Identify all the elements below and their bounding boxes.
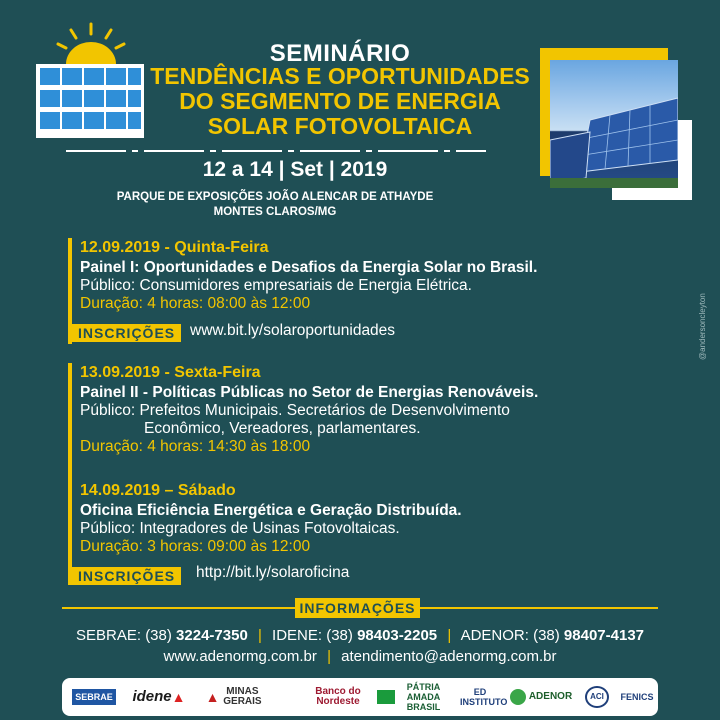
event-1-title: Painel I: Oportunidades e Desafios da Energia Solar no Brasil. xyxy=(80,259,538,276)
event-2-audience-cont: Econômico, Vereadores, parlamentares. xyxy=(144,420,421,437)
event-1 xyxy=(80,239,680,313)
event-2-3-bar xyxy=(68,363,72,585)
event-3-duration: Duração: 3 horas: 09:00 às 12:00 xyxy=(80,538,311,555)
event-2-audience: Público: Prefeitos Municipais. Secretários de Desenvolvimento xyxy=(80,402,510,419)
separator: | xyxy=(257,627,262,644)
adenor-label: ADENOR: (38) xyxy=(460,627,560,644)
fenics-logo: FENICS xyxy=(620,692,654,702)
sebrae-phone[interactable]: 3224-7350 xyxy=(176,627,248,644)
event-1-audience: Público: Consumidores empresariais de Energia Elétrica. xyxy=(80,277,472,294)
event-3-registration-link[interactable]: http://bit.ly/solaroficina xyxy=(196,564,350,581)
header-divider xyxy=(66,150,486,152)
minas-gerais-logo: ▲ MINAS GERAIS xyxy=(205,686,262,707)
venue-line-2: MONTES CLAROS/MG xyxy=(213,206,337,218)
title-line-1: TENDÊNCIAS E OPORTUNIDADES xyxy=(150,63,530,89)
event-3-audience: Público: Integradores de Usinas Fotovoltaicas. xyxy=(80,520,400,537)
idene-label: IDENE: (38) xyxy=(272,627,353,644)
event-3-date: 14.09.2019 – Sábado xyxy=(80,482,236,499)
separator: | xyxy=(327,648,331,665)
patria-amada-brasil-logo: PÁTRIA AMADA BRASIL xyxy=(374,678,452,716)
solar-farm-photo xyxy=(550,60,678,188)
adenor-phone[interactable]: 98407-4137 xyxy=(563,627,644,644)
event-1-date: 12.09.2019 - Quinta-Feira xyxy=(80,239,269,256)
solar-farm-icon xyxy=(550,60,678,188)
info-label: INFORMAÇÕES xyxy=(295,598,420,618)
event-3-title: Oficina Eficiência Energética e Geração Distribuída. xyxy=(80,502,462,519)
contact-phones xyxy=(40,627,680,644)
event-3-registration-badge: INSCRIÇÕES xyxy=(72,567,181,585)
aci-logo: ACI xyxy=(580,678,614,716)
event-dates: 12 a 14 | Set | 2019 xyxy=(202,158,388,181)
email-link[interactable]: atendimento@adenormg.com.br xyxy=(341,648,557,665)
photographer-credit: @andersoncleyton xyxy=(698,293,707,360)
sebrae-label: SEBRAE: (38) xyxy=(76,627,172,644)
event-1-registration-link[interactable]: www.bit.ly/solaroportunidades xyxy=(190,322,396,339)
solar-panel-icon xyxy=(36,22,146,140)
venue xyxy=(80,190,470,220)
triangle-icon: ▲ xyxy=(205,689,220,705)
ed-instituto-logo: ED INSTITUTO xyxy=(460,687,508,707)
contact-web xyxy=(40,648,680,665)
sebrae-logo: SEBRAE xyxy=(66,678,122,716)
event-2-date: 13.09.2019 - Sexta-Feira xyxy=(80,364,261,381)
event-2-duration: Duração: 4 horas: 14:30 às 18:00 xyxy=(80,438,311,455)
title-line-2: DO SEGMENTO DE ENERGIA xyxy=(179,88,501,114)
venue-line-1: PARQUE DE EXPOSIÇÕES JOÃO ALENCAR DE ATHAYDE xyxy=(116,191,434,203)
event-3 xyxy=(80,482,690,556)
seminar-label: SEMINÁRIO xyxy=(269,40,411,67)
event-1-duration: Duração: 4 horas: 08:00 às 12:00 xyxy=(80,295,311,312)
website-link[interactable]: www.adenormg.com.br xyxy=(163,648,317,665)
separator: | xyxy=(447,627,452,644)
adenor-logo: ADENOR xyxy=(506,678,576,716)
seminar-title xyxy=(150,64,530,139)
sponsor-logos xyxy=(62,678,658,716)
idene-phone[interactable]: 98403-2205 xyxy=(357,627,438,644)
event-2 xyxy=(80,364,690,456)
event-2-title: Painel II - Políticas Públicas no Setor de Energias Renováveis. xyxy=(80,384,539,401)
banco-nordeste-logo: Banco do Nordeste xyxy=(315,686,361,707)
idene-logo: idene ▲ xyxy=(132,688,186,705)
title-line-3: SOLAR FOTOVOLTAICA xyxy=(207,113,473,139)
event-1-registration-badge: INSCRIÇÕES xyxy=(72,324,181,342)
flag-icon xyxy=(377,690,395,704)
adenor-icon xyxy=(510,689,526,705)
